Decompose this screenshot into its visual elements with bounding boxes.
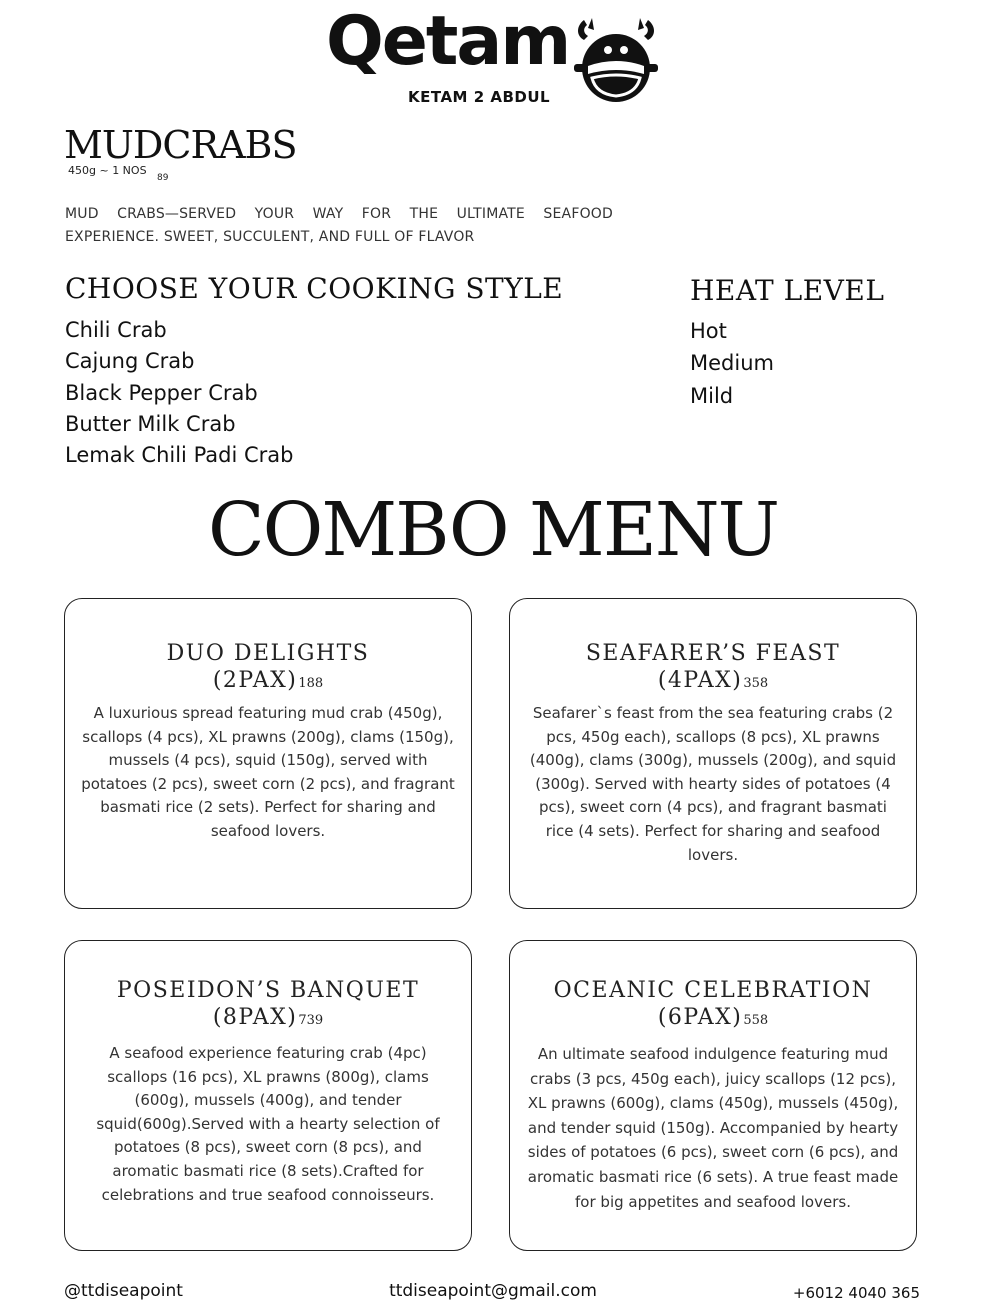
combo-card-oceanic-celebration [509, 940, 917, 1251]
heat-level-heading: HEAT LEVEL [690, 274, 885, 307]
combo-description: A luxurious spread featuring mud crab (450g), scallops (4 pcs), XL prawns (200g), clams (150g), mussels (4 pcs), squid (150g), served with potatoes (2 pcs), sweet corn (2 pcs), and fragrant basmati rice (2 sets). Perfect for sharing and seafood lovers. [81, 704, 455, 840]
cooking-style-option: Lemak Chili Padi Crab [65, 443, 294, 468]
combo-name: OCEANIC CELEBRATION [553, 978, 873, 1003]
combo-pax: (2PAX) [212, 668, 298, 693]
combo-price: 558 [743, 1013, 769, 1028]
mudcrabs-description: MUD CRABS—SERVED YOUR WAY FOR THE ULTIMATE SEAFOOD EXPERIENCE. SWEET, SUCCULENT, AND FULL OF FLAVOR [65, 206, 613, 245]
crab-in-pot-icon [570, 16, 662, 106]
cooking-style-list [65, 315, 294, 471]
combo-pax: (4PAX) [657, 668, 743, 693]
combo-description: Seafarer`s feast from the sea featuring crabs (2 pcs, 450g each), scallops (8 pcs), XL prawns (400g), clams (300g), mussels (200g), and squid (300g). Served with hearty sides of potatoes (4 pcs), sweet corn (4 pcs), and fragrant basmati rice (4 sets). Perfect for sharing and seafood lovers. [529, 704, 897, 864]
combo-card-seafarers-feast [509, 598, 917, 909]
cooking-style-option: Chili Crab [65, 318, 167, 342]
mudcrabs-title: MUDCRABS [64, 123, 297, 167]
brand-logo [322, 2, 662, 106]
combo-price: 358 [743, 676, 769, 691]
cooking-style-option: Black Pepper Crab [65, 380, 258, 405]
footer-email: ttdiseapoint@gmail.com [389, 1281, 597, 1301]
combo-description: A seafood experience featuring crab (4pc) scallops (16 pcs), XL prawns (800g), clams (600g), mussels (400g), and tender squid(600g).Served with a hearty selection of potatoes (8 pcs), sweet corn (8 pcs), and aromatic basmati rice (8 sets).Crafted for celebrations and true seafood connoisseurs. [96, 1044, 440, 1204]
mudcrabs-price: 89 [157, 173, 169, 183]
combo-card-title [65, 977, 471, 1034]
footer-phone: +6012 4040 365 [792, 1284, 920, 1302]
brand-tagline: KETAM 2 ABDUL [408, 88, 551, 106]
heat-level-option: Mild [690, 383, 734, 408]
combo-name: POSEIDON’S BANQUET [116, 978, 420, 1003]
combo-name: SEAFARER’S FEAST [585, 641, 841, 666]
combo-pax: (6PAX) [657, 1005, 743, 1030]
cooking-style-option: Cajung Crab [65, 349, 195, 374]
heat-level-list [690, 316, 774, 413]
heat-level-option: Medium [690, 351, 774, 376]
combo-menu-title: COMBO MENU [208, 487, 778, 573]
combo-card-poseidons-banquet [64, 940, 472, 1251]
combo-name: DUO DELIGHTS [166, 641, 370, 666]
cooking-style-heading: CHOOSE YOUR COOKING STYLE [65, 272, 564, 305]
brand-name: Qetam [326, 2, 570, 81]
heat-level-option: Hot [690, 319, 727, 343]
combo-card-title [510, 977, 916, 1034]
combo-price: 739 [298, 1013, 324, 1028]
mudcrabs-portion: 450g ~ 1 NOS [68, 164, 147, 177]
combo-card-title [510, 640, 916, 697]
combo-card-title [65, 640, 471, 697]
footer-social-handle: @ttdiseapoint [64, 1281, 183, 1301]
combo-pax: (8PAX) [212, 1005, 298, 1030]
combo-card-duo-delights [64, 598, 472, 909]
cooking-style-option: Butter Milk Crab [65, 411, 236, 436]
combo-description: An ultimate seafood indulgence featuring mud crabs (3 pcs, 450g each), juicy scallops (12 pcs), XL prawns (600g), clams (450g), mussels (450g), and tender squid (150g). Accompanied by hearty sides of potatoes (6 pcs), sweet corn (6 pcs), and aromatic basmati rice (6 sets). A true feast made for big appetites and seafood lovers. [527, 1045, 899, 1211]
combo-price: 188 [298, 676, 324, 691]
